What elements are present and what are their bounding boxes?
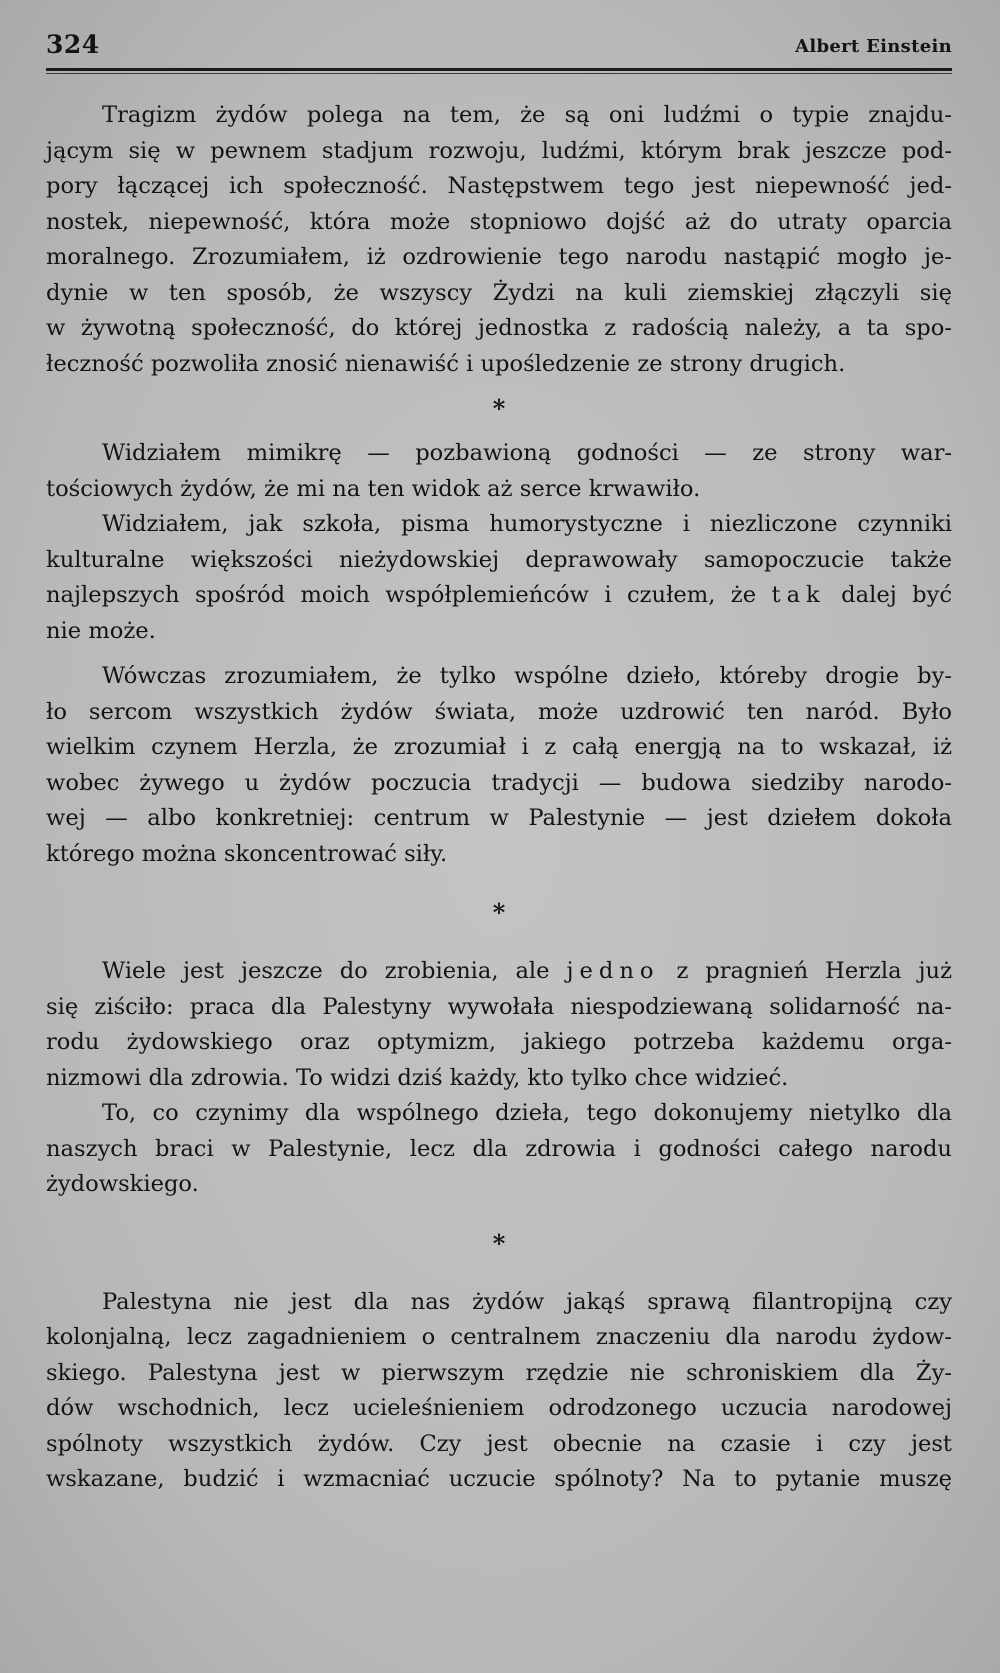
text-line: Tragizm żydów polega na tem, że są oni ludźmi o typie znajdu- xyxy=(102,102,952,128)
text-line: Wówczas zrozumiałem, że tylko wspólne dzieło, któreby drogie by- xyxy=(102,663,952,689)
text-line: dynie w ten sposób, że wszyscy Żydzi na kuli ziemskiej złączyli się xyxy=(46,279,952,306)
section-separator: * xyxy=(492,1228,506,1258)
text-line: spólnoty wszystkich żydów. Czy jest obecnie na czasie i czy jest xyxy=(46,1430,952,1457)
text-line: kulturalne większości nieżydowskiej deprawowały samopoczucie także xyxy=(46,546,952,573)
text-line: Widziałem mimikrę — pozbawioną godności — ze strony war- xyxy=(102,440,952,466)
text-line: Widziałem, jak szkoła, pisma humorystyczne i niezliczone czynniki xyxy=(102,511,952,537)
header-rule-thin xyxy=(46,73,952,74)
spaced-emphasis: tak xyxy=(771,582,826,608)
spaced-emphasis: jedno xyxy=(566,958,660,984)
paragraph-3 xyxy=(46,507,952,649)
page-body xyxy=(46,98,952,1498)
running-head: Albert Einstein xyxy=(795,36,952,57)
text-line: którego można skoncentrować siły. xyxy=(46,840,448,867)
text-line: moralnego. Zrozumiałem, iż ozdrowienie tego narodu nastąpić mogło je- xyxy=(46,244,952,270)
text-line: dów wschodnich, lecz ucieleśnieniem odrodzonego uczucia narodowej xyxy=(46,1395,952,1421)
text-line: w żywotną społeczność, do której jednostka z radością należy, a ta spo- xyxy=(46,315,952,341)
text-line: wskazane, budzić i wzmacniać uczucie spólnoty? Na to pytanie muszę xyxy=(46,1466,952,1492)
text-line: pory łączącej ich społeczność. Następstwem tego jest niepewność jed- xyxy=(46,173,952,199)
text-line: ło sercom wszystkich żydów świata, może uzdrowić ten naród. Było xyxy=(46,698,952,725)
text-line: nostek, niepewność, która może stopniowo dojść aż do utraty oparcia xyxy=(46,208,952,235)
section-separator: * xyxy=(492,898,506,927)
section-separator: * xyxy=(492,394,506,423)
text-line: kolonjalną, lecz zagadnieniem o centralnem znaczeniu dla narodu żydow- xyxy=(46,1324,952,1350)
text-line: skiego. Palestyna jest w pierwszym rzędzie nie schroniskiem dla Ży- xyxy=(46,1359,952,1386)
text-line: wej — albo konkretniej: centrum w Palestynie — jest dziełem dokoła xyxy=(46,805,952,831)
page-header xyxy=(46,30,952,70)
text-segment: dalej być xyxy=(841,582,952,608)
text-line: To, co czynimy dla wspólnego dzieła, tego dokonujemy nietylko dla xyxy=(102,1100,952,1126)
text-line: Palestyna nie jest dla nas żydów jakąś sprawą filantropijną czy xyxy=(102,1288,952,1315)
paragraph-1 xyxy=(46,98,952,382)
text-line: wielkim czynem Herzla, że zrozumiał i z całą energją na to wskazał, iż xyxy=(46,734,952,760)
text-segment: z pragnień Herzla już xyxy=(676,958,953,984)
text-line: tościowych żydów, że mi na ten widok aż serce krwawiło. xyxy=(46,475,701,502)
paragraph-2 xyxy=(46,436,952,507)
text-line: łeczność pozwoliła znosić nienawiść i upośledzenie ze strony drugich. xyxy=(46,350,846,377)
text-line: jącym się w pewnem stadjum rozwoju, ludźmi, którym brak jeszcze pod- xyxy=(46,137,952,164)
text-segment: najlepszych spośród moich współplemieńców i czułem, że xyxy=(46,582,757,608)
text-line: naszych braci w Palestynie, lecz dla zdrowia i godności całego narodu xyxy=(46,1135,952,1162)
text-line: nizmowi dla zdrowia. To widzi dziś każdy, kto tylko chce widzieć. xyxy=(46,1064,789,1091)
header-rule xyxy=(46,68,952,71)
text-line: się ziściło: praca dla Palestyny wywołała niespodziewaną solidarność na- xyxy=(46,993,952,1020)
text-line: żydowskiego. xyxy=(46,1171,199,1197)
text-segment: Wiele jest jeszcze do zrobienia, ale xyxy=(102,958,550,984)
paragraph-7 xyxy=(46,1285,952,1498)
text-line: wobec żywego u żydów poczucia tradycji — budowa siedziby narodo- xyxy=(46,769,952,796)
text-line-with-emphasis xyxy=(46,954,952,990)
paragraph-6 xyxy=(46,1096,952,1203)
text-line: rodu żydowskiego oraz optymizm, jakiego potrzeba każdemu orga- xyxy=(46,1029,952,1055)
text-line-with-emphasis xyxy=(46,578,952,614)
page-number: 324 xyxy=(46,30,100,59)
paragraph-5 xyxy=(46,954,952,1096)
paragraph-4 xyxy=(46,659,952,872)
text-line: nie może. xyxy=(46,617,156,644)
